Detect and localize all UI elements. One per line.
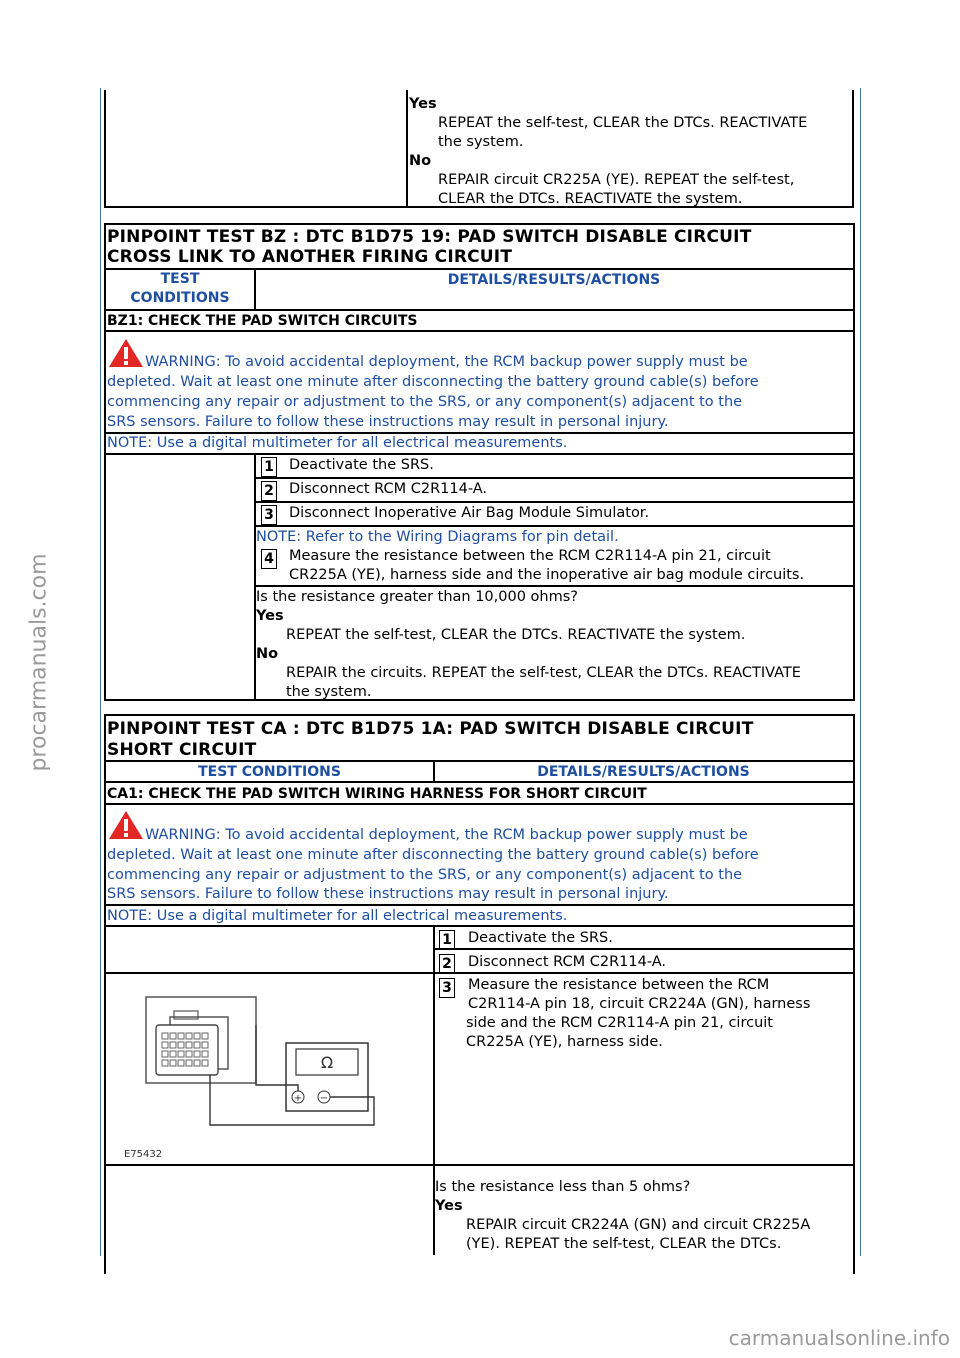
bz-note-wiring: NOTE: Refer to the Wiring Diagrams for pin detail. [256,529,619,545]
bz-title: PINPOINT TEST BZ : DTC B1D75 19: PAD SWITCH DISABLE CIRCUIT [107,227,752,247]
bz-header-details: DETAILS/RESULTS/ACTIONS [447,272,661,288]
figure-code: E75432 [124,1149,163,1160]
ca-step-3-cont-3: CR225A (YE), harness side. [466,1034,663,1050]
bottom-watermark: carmanualsonline.info [728,1326,950,1350]
bz-step-1-number: 1 [261,457,277,477]
ca-yes-label: Yes [435,1198,463,1214]
bz-step-3: Disconnect Inoperative Air Bag Module Simulator. [289,505,650,521]
bz-warning-line-1: WARNING: To avoid accidental deployment, the RCM backup power supply must be [145,354,748,370]
ca-yes-text-cont: (YE). REPEAT the self-test, CLEAR the DTCs. [466,1236,782,1252]
bz-step-4-number: 4 [261,549,277,569]
left-margin-rule [100,88,101,1256]
ca-warning-line-2: depleted. Wait at least one minute after disconnecting the battery ground cable(s) before [107,847,759,863]
ca-warning-line-3: commencing any repair or adjustment to the SRS, or any component(s) adjacent to the [107,867,743,883]
ca-header-test-conditions: TEST CONDITIONS [198,764,341,780]
ca-header-details: DETAILS/RESULTS/ACTIONS [537,764,750,780]
bz-no-text: REPAIR the circuits. REPEAT the self-test, CLEAR the DTCs. REACTIVATE [286,665,801,681]
bz-question: Is the resistance greater than 10,000 ohms? [256,589,578,605]
ca-step-3: Measure the resistance between the RCM [468,977,770,993]
ca-step-1: Deactivate the SRS. [468,930,613,946]
bz-yes-text: REPEAT the self-test, CLEAR the DTCs. REACTIVATE the system. [286,627,746,643]
ca-step-1-number: 1 [439,930,455,950]
ca-note: NOTE: Use a digital multimeter for all electrical measurements. [107,908,568,924]
ca-yes-text: REPAIR circuit CR224A (GN) and circuit CR225A [466,1217,811,1233]
ca-step-3-cont-2: side and the RCM C2R114-A pin 21, circuit [466,1015,773,1031]
top-no-text-cont: CLEAR the DTCs. REACTIVATE the system. [438,191,743,207]
left-watermark: procarmanuals.com [26,553,52,772]
bz-no-text-cont: the system. [286,684,372,700]
top-yes-label: Yes [409,96,437,112]
bz-warning-line-2: depleted. Wait at least one minute after disconnecting the battery ground cable(s) before [107,374,759,390]
ca-title: PINPOINT TEST CA : DTC B1D75 1A: PAD SWITCH DISABLE CIRCUIT [107,719,754,739]
ca-step-2-number: 2 [439,954,455,974]
ca-step-3-cont-1: C2R114-A pin 18, circuit CR224A (GN), harness [468,996,811,1012]
ca-question: Is the resistance less than 5 ohms? [435,1179,691,1195]
bz-step-4: Measure the resistance between the RCM C2R114-A pin 21, circuit [289,548,771,564]
svg-text:−: − [319,1093,329,1104]
connector-multimeter-diagram [110,985,430,1163]
warning-icon [108,338,144,368]
ca-step-3-number: 3 [439,978,455,998]
top-no-text: REPAIR circuit CR225A (YE). REPEAT the self-test, [438,172,795,188]
bz-header-test-conditions: TEST CONDITIONS [130,271,230,306]
top-no-label: No [409,153,432,169]
bz-title-cont: CROSS LINK TO ANOTHER FIRING CIRCUIT [107,247,513,267]
ca-warning-line-4: SRS sensors. Failure to follow these instructions may result in personal injury. [107,886,669,902]
bz-step-4-cont: CR225A (YE), harness side and the inoperative air bag module circuits. [289,567,805,583]
right-margin-rule [860,88,861,1256]
ca-step-2: Disconnect RCM C2R114-A. [468,954,667,970]
top-yes-text: REPEAT the self-test, CLEAR the DTCs. REACTIVATE [438,115,808,131]
top-yes-text-cont: the system. [438,134,524,150]
bz-step-1: Deactivate the SRS. [289,457,434,473]
bz-note: NOTE: Use a digital multimeter for all electrical measurements. [107,435,568,451]
svg-text:Ω: Ω [320,1053,334,1072]
ca-title-cont: SHORT CIRCUIT [107,740,257,760]
bz-step-2-number: 2 [261,481,277,501]
bz-step-2: Disconnect RCM C2R114-A. [289,481,488,497]
bz-warning-line-3: commencing any repair or adjustment to the SRS, or any component(s) adjacent to the [107,394,743,410]
bz-yes-label: Yes [256,608,284,624]
ca-step-title: CA1: CHECK THE PAD SWITCH WIRING HARNESS FOR SHORT CIRCUIT [107,786,647,802]
svg-text:+: + [293,1093,303,1104]
ca-warning-line-1: WARNING: To avoid accidental deployment, the RCM backup power supply must be [145,827,748,843]
warning-icon [108,810,144,840]
bz-step-title: BZ1: CHECK THE PAD SWITCH CIRCUITS [107,313,418,329]
bz-warning-line-4: SRS sensors. Failure to follow these instructions may result in personal injury. [107,414,669,430]
bz-no-label: No [256,646,279,662]
bz-step-3-number: 3 [261,505,277,525]
